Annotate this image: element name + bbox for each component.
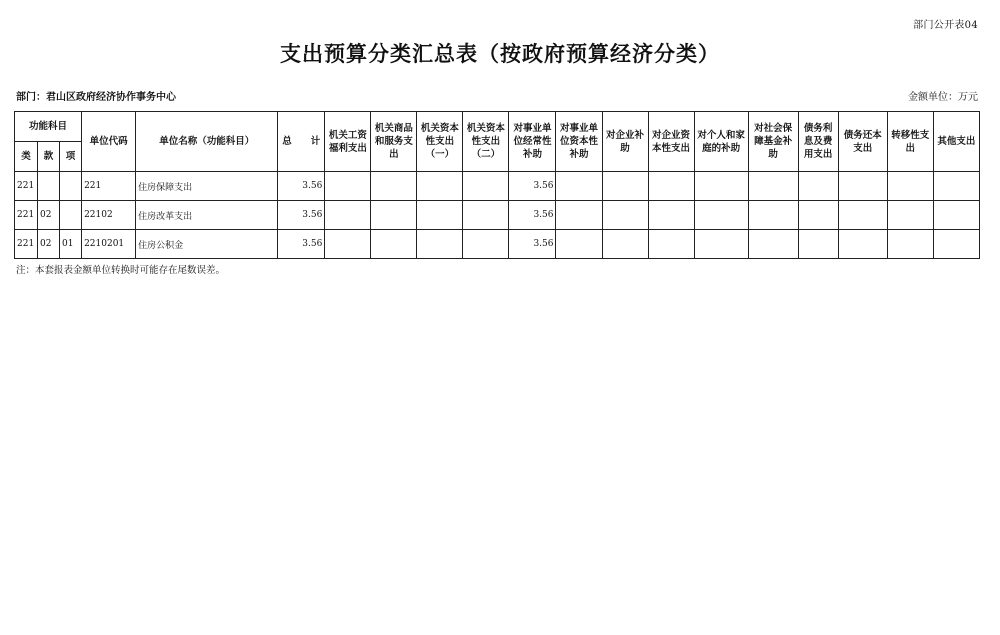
cell-empty (325, 201, 371, 230)
cell-category: 221 (15, 172, 38, 201)
footnote: 注：本套报表金额单位转换时可能存在尾数误差。 (16, 265, 226, 276)
department-label: 部门：君山区政府经济协作事务中心 (16, 92, 176, 103)
cell-empty (694, 172, 748, 201)
cell-name: 住房公积金 (136, 230, 278, 259)
cell-section: 02 (38, 230, 60, 259)
cell-empty (648, 230, 694, 259)
cell-code: 221 (82, 172, 136, 201)
header-col: 对企业补助 (602, 112, 648, 172)
cell-item (60, 172, 82, 201)
header-col: 其他支出 (933, 112, 979, 172)
cell-item: 01 (60, 230, 82, 259)
cell-empty (748, 201, 798, 230)
cell-empty (798, 172, 838, 201)
cell-category: 221 (15, 201, 38, 230)
cell-item (60, 201, 82, 230)
cell-empty (838, 201, 887, 230)
header-function-subject: 功能科目 (15, 112, 82, 142)
cell-name: 住房改革支出 (136, 201, 278, 230)
cell-empty (602, 201, 648, 230)
cell-total: 3.56 (278, 201, 325, 230)
cell-empty (371, 230, 417, 259)
cell-empty (463, 172, 509, 201)
cell-subsidy: 3.56 (509, 230, 556, 259)
cell-empty (838, 172, 887, 201)
cell-empty (838, 230, 887, 259)
cell-subsidy: 3.56 (509, 201, 556, 230)
header-col: 机关商品和服务支出 (371, 112, 417, 172)
cell-empty (556, 172, 602, 201)
header-col: 机关资本性支出（二） (463, 112, 509, 172)
cell-category: 221 (15, 230, 38, 259)
form-code: 部门公开表04 (913, 20, 978, 31)
cell-code: 22102 (82, 201, 136, 230)
cell-empty (556, 201, 602, 230)
cell-empty (694, 201, 748, 230)
header-col: 机关工资福利支出 (325, 112, 371, 172)
cell-total: 3.56 (278, 230, 325, 259)
cell-section: 02 (38, 201, 60, 230)
header-category: 类 (15, 142, 38, 172)
cell-empty (417, 201, 463, 230)
header-col: 债务还本支出 (838, 112, 887, 172)
header-col: 机关资本性支出（一） (417, 112, 463, 172)
cell-empty (602, 230, 648, 259)
page-title: 支出预算分类汇总表（按政府预算经济分类） (280, 42, 720, 66)
cell-empty (602, 172, 648, 201)
cell-empty (798, 230, 838, 259)
cell-empty (887, 230, 933, 259)
table-row (15, 172, 980, 201)
cell-empty (887, 172, 933, 201)
cell-empty (798, 201, 838, 230)
table-row (15, 201, 980, 230)
cell-name: 住房保障支出 (136, 172, 278, 201)
cell-empty (748, 230, 798, 259)
cell-empty (933, 172, 979, 201)
cell-empty (417, 230, 463, 259)
cell-empty (325, 172, 371, 201)
header-col: 债务利息及费用支出 (798, 112, 838, 172)
header-col: 对企业资本性支出 (648, 112, 694, 172)
cell-empty (933, 230, 979, 259)
cell-empty (325, 230, 371, 259)
cell-empty (556, 230, 602, 259)
cell-empty (371, 201, 417, 230)
cell-empty (648, 172, 694, 201)
cell-empty (933, 201, 979, 230)
cell-total: 3.56 (278, 172, 325, 201)
cell-empty (463, 201, 509, 230)
cell-empty (371, 172, 417, 201)
header-col: 对事业单位资本性补助 (556, 112, 602, 172)
cell-subsidy: 3.56 (509, 172, 556, 201)
cell-code: 2210201 (82, 230, 136, 259)
header-unit-code: 单位代码 (82, 112, 136, 172)
header-col: 转移性支出 (887, 112, 933, 172)
cell-empty (887, 201, 933, 230)
cell-empty (694, 230, 748, 259)
header-section: 款 (38, 142, 60, 172)
cell-empty (463, 230, 509, 259)
table-row (15, 230, 980, 259)
header-col: 对事业单位经常性补助 (509, 112, 556, 172)
cell-section (38, 172, 60, 201)
expenditure-table (14, 111, 980, 259)
cell-empty (648, 201, 694, 230)
header-total: 总 计 (278, 112, 325, 172)
cell-empty (748, 172, 798, 201)
header-col: 对个人和家庭的补助 (694, 112, 748, 172)
amount-unit-label: 金额单位：万元 (908, 92, 978, 103)
header-unit-name: 单位名称（功能科目） (136, 112, 278, 172)
header-col: 对社会保障基金补助 (748, 112, 798, 172)
header-item: 项 (60, 142, 82, 172)
cell-empty (417, 172, 463, 201)
